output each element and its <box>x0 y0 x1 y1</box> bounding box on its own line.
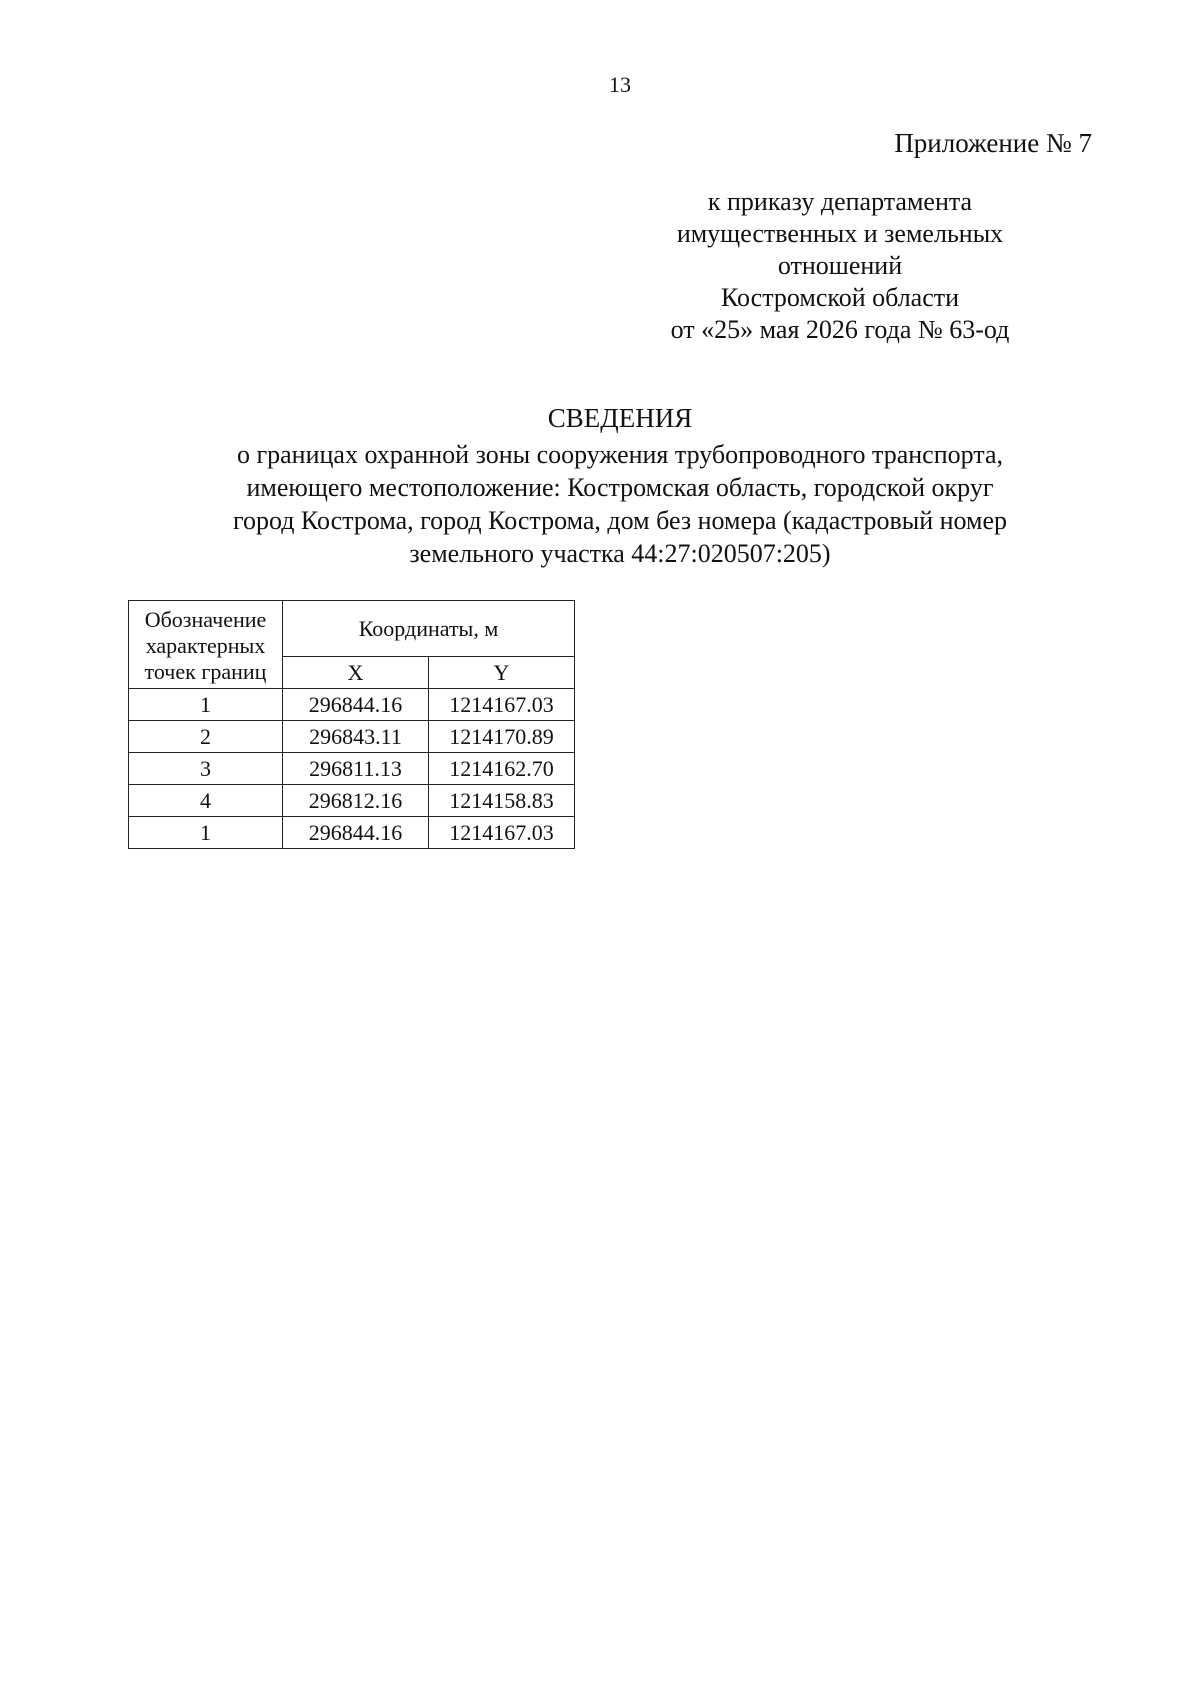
coordinates-header: Координаты, м <box>283 601 575 657</box>
appendix-reference-line: к приказу департамента <box>707 187 973 216</box>
x-cell: 296812.16 <box>283 785 429 817</box>
y-cell: 1214170.89 <box>429 721 575 753</box>
x-cell: 296843.11 <box>283 721 429 753</box>
appendix-reference-line: имущественных и земельных <box>676 219 1004 248</box>
point-cell: 1 <box>129 689 283 721</box>
document-title: СВЕДЕНИЯ <box>547 403 693 433</box>
table-row <box>129 689 575 721</box>
table-row <box>129 785 575 817</box>
table-row <box>129 817 575 849</box>
coordinates-table <box>128 600 575 849</box>
appendix-reference-line: отношений <box>777 251 903 280</box>
y-cell: 1214167.03 <box>429 689 575 721</box>
x-cell: 296844.16 <box>283 817 429 849</box>
table-row <box>129 753 575 785</box>
point-cell: 3 <box>129 753 283 785</box>
y-cell: 1214167.03 <box>429 817 575 849</box>
table-row <box>129 721 575 753</box>
point-cell: 2 <box>129 721 283 753</box>
appendix-reference-line: от «25» мая 2026 года № 63-од <box>670 315 1010 344</box>
table-header-row <box>129 601 575 657</box>
point-cell: 1 <box>129 817 283 849</box>
point-designation-header: Обозначение характерных точек границ <box>129 601 283 689</box>
x-cell: 296844.16 <box>283 689 429 721</box>
y-header: Y <box>429 657 575 689</box>
document-subtitle-line: город Кострома, город Кострома, дом без номера (кадастровый номер <box>232 506 1008 535</box>
y-cell: 1214158.83 <box>429 785 575 817</box>
document-subtitle <box>150 438 1090 570</box>
point-cell: 4 <box>129 785 283 817</box>
document-subtitle-line: имеющего местоположение: Костромская область, городской округ <box>246 473 994 502</box>
document-subtitle-line: земельного участка 44:27:020507:205) <box>409 539 831 568</box>
y-cell: 1214162.70 <box>429 753 575 785</box>
page-number: 13 <box>609 72 631 97</box>
appendix-reference-line: Костромской области <box>720 283 960 312</box>
appendix-reference <box>600 186 1080 346</box>
appendix-title: Приложение № 7 <box>894 128 1092 158</box>
x-header: X <box>283 657 429 689</box>
document-subtitle-line: о границах охранной зоны сооружения трубопроводного транспорта, <box>236 440 1004 469</box>
x-cell: 296811.13 <box>283 753 429 785</box>
